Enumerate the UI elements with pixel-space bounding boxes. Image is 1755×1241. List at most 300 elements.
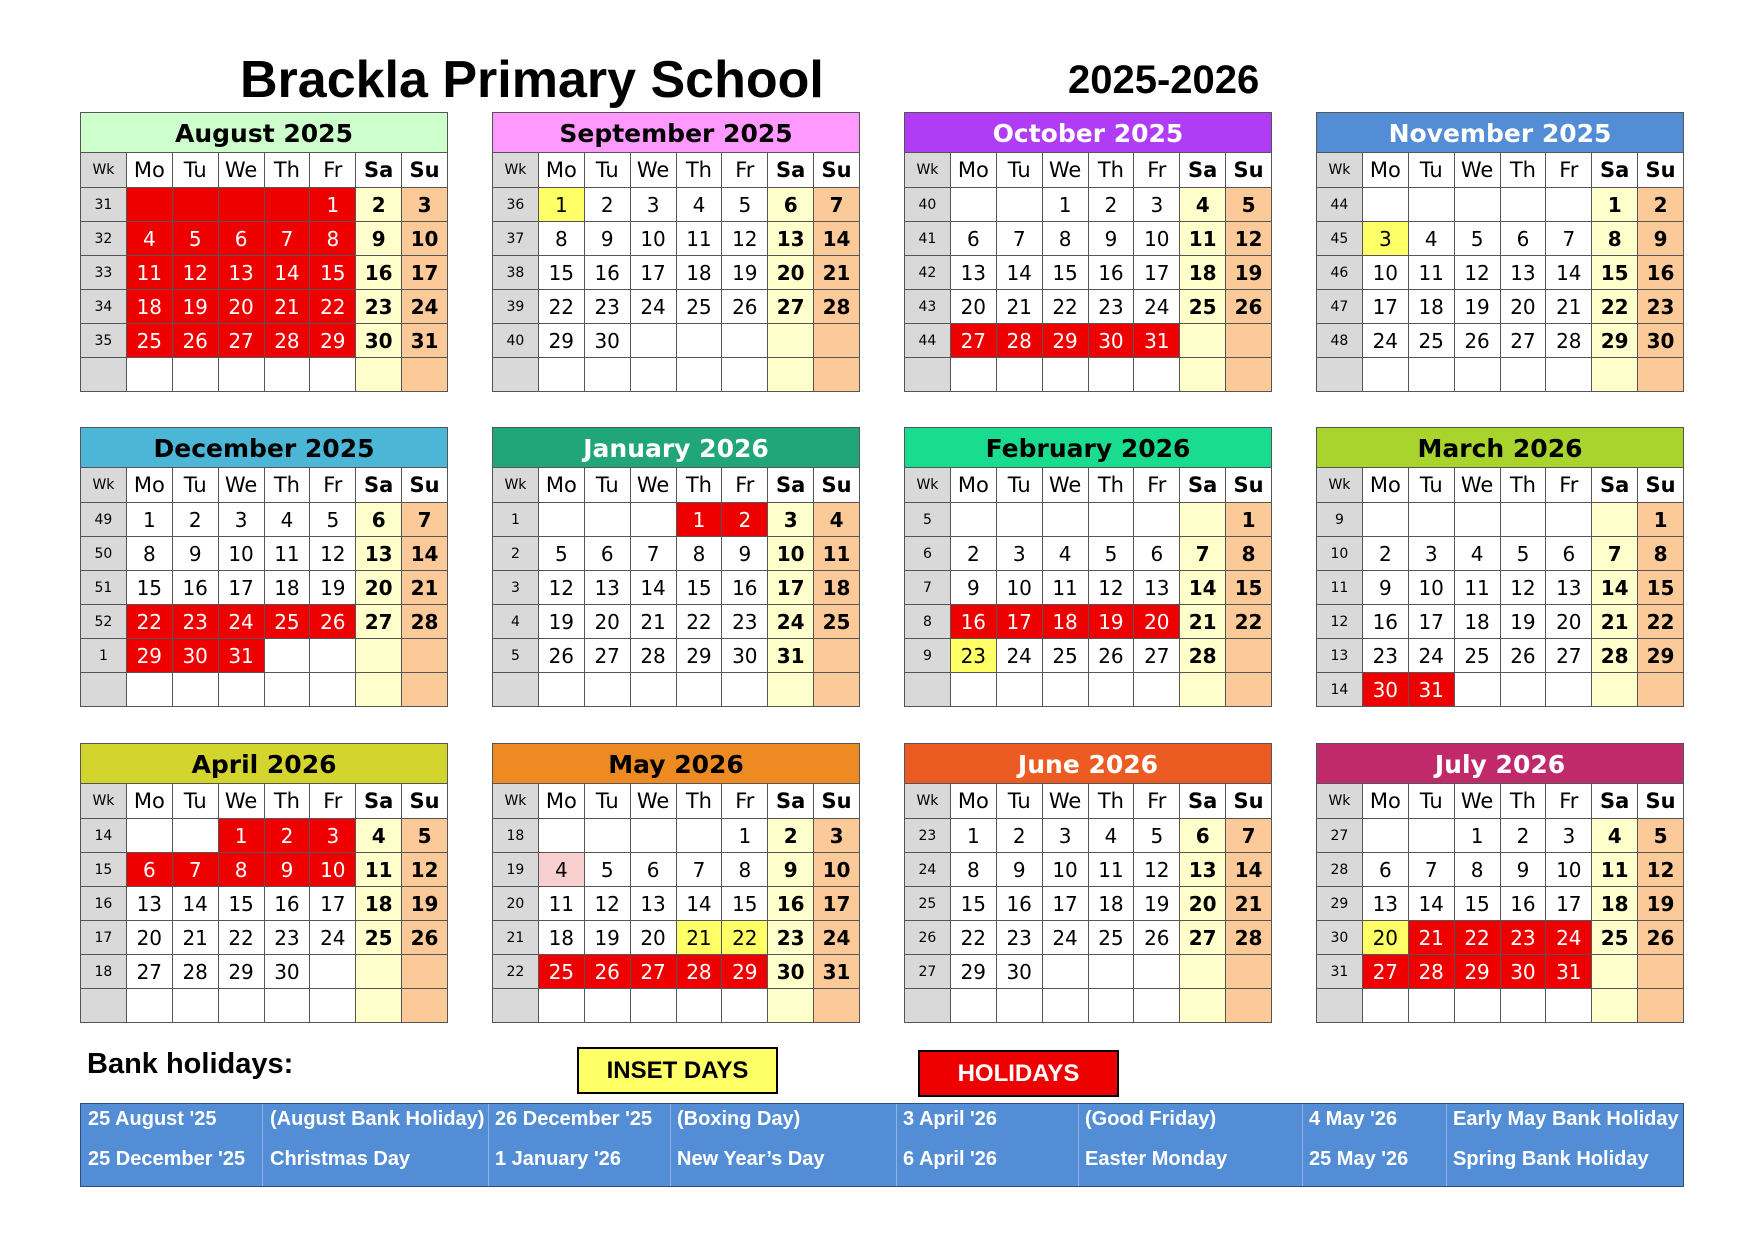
day-cell: 19 <box>1226 256 1272 290</box>
day-cell: 15 <box>950 887 996 921</box>
day-cell: 30 <box>1088 324 1134 358</box>
week-number: 39 <box>493 290 539 324</box>
week-row <box>905 853 1272 887</box>
month-table <box>904 467 1272 707</box>
day-cell: 30 <box>1500 955 1546 989</box>
day-cell: 21 <box>1226 887 1272 921</box>
month-title: August 2025 <box>80 112 448 152</box>
day-cell: 3 <box>1546 819 1592 853</box>
day-cell: 13 <box>218 256 264 290</box>
day-cell <box>1592 955 1638 989</box>
day-cell: 3 <box>1134 188 1180 222</box>
legend-inset-days: INSET DAYS <box>577 1047 778 1094</box>
day-cell: 30 <box>722 639 768 673</box>
day-cell <box>1042 673 1088 707</box>
week-number: 35 <box>81 324 127 358</box>
day-cell: 22 <box>722 921 768 955</box>
day-cell <box>1088 503 1134 537</box>
week-row <box>1317 222 1684 256</box>
day-cell: 4 <box>1180 188 1226 222</box>
week-row <box>493 853 860 887</box>
weekday-header: Fr <box>310 468 356 503</box>
weekday-header: We <box>218 784 264 819</box>
day-cell: 14 <box>402 537 448 571</box>
week-number: 24 <box>905 853 951 887</box>
day-cell <box>630 324 676 358</box>
day-cell: 15 <box>1592 256 1638 290</box>
weekday-header: We <box>1454 153 1500 188</box>
day-cell: 25 <box>1088 921 1134 955</box>
day-cell: 25 <box>1454 639 1500 673</box>
day-cell: 13 <box>584 571 630 605</box>
day-cell: 14 <box>1408 887 1454 921</box>
weekday-header: Fr <box>1546 468 1592 503</box>
day-cell: 27 <box>630 955 676 989</box>
weekday-header: Tu <box>1408 468 1454 503</box>
weekday-header: We <box>1042 784 1088 819</box>
day-cell <box>584 503 630 537</box>
day-cell: 17 <box>1362 290 1408 324</box>
day-cell: 15 <box>538 256 584 290</box>
weekday-header: Su <box>402 468 448 503</box>
month-calendar <box>904 743 1272 1023</box>
day-cell: 3 <box>402 188 448 222</box>
weekday-header: Fr <box>722 468 768 503</box>
week-number: 31 <box>81 188 127 222</box>
day-cell: 18 <box>1042 605 1088 639</box>
day-cell: 13 <box>126 887 172 921</box>
bank-holiday-name: Spring Bank Holiday <box>1453 1148 1649 1170</box>
day-cell: 20 <box>1500 290 1546 324</box>
week-number: 32 <box>81 222 127 256</box>
month-table <box>1316 152 1684 392</box>
month-table <box>1316 467 1684 707</box>
week-row <box>493 503 860 537</box>
week-row <box>81 290 448 324</box>
day-cell: 18 <box>1592 887 1638 921</box>
day-cell: 6 <box>1362 853 1408 887</box>
day-cell: 30 <box>768 955 814 989</box>
week-row <box>905 188 1272 222</box>
week-number <box>1317 358 1363 392</box>
day-cell: 3 <box>768 503 814 537</box>
day-cell <box>310 955 356 989</box>
month-calendar <box>80 427 448 707</box>
day-cell: 16 <box>172 571 218 605</box>
week-row <box>1317 537 1684 571</box>
weekday-header: Sa <box>1592 784 1638 819</box>
day-cell: 1 <box>1592 188 1638 222</box>
month-title: July 2026 <box>1316 743 1684 783</box>
day-cell <box>1546 673 1592 707</box>
day-cell <box>1500 989 1546 1023</box>
day-cell <box>996 503 1042 537</box>
month-calendar <box>904 112 1272 392</box>
month-title: March 2026 <box>1316 427 1684 467</box>
day-cell <box>1362 358 1408 392</box>
day-cell: 13 <box>768 222 814 256</box>
bank-holiday-name: (Boxing Day) <box>677 1108 801 1130</box>
day-cell <box>1226 324 1272 358</box>
week-number: 4 <box>493 605 539 639</box>
day-cell <box>1592 358 1638 392</box>
day-cell: 3 <box>1362 222 1408 256</box>
week-row <box>81 921 448 955</box>
day-cell: 6 <box>1546 537 1592 571</box>
bank-holiday-date: 3 April '26 <box>903 1108 998 1130</box>
day-cell: 17 <box>768 571 814 605</box>
day-cell <box>584 358 630 392</box>
day-cell: 15 <box>1638 571 1684 605</box>
week-number: 40 <box>493 324 539 358</box>
week-number: 31 <box>1317 955 1363 989</box>
day-cell: 20 <box>1134 605 1180 639</box>
day-cell: 5 <box>1638 819 1684 853</box>
day-cell: 15 <box>126 571 172 605</box>
day-cell: 11 <box>126 256 172 290</box>
week-number: 48 <box>1317 324 1363 358</box>
week-number: 8 <box>905 605 951 639</box>
week-row <box>905 673 1272 707</box>
day-cell: 27 <box>1362 955 1408 989</box>
day-cell: 8 <box>1042 222 1088 256</box>
day-cell: 22 <box>1638 605 1684 639</box>
day-cell: 26 <box>1226 290 1272 324</box>
day-cell <box>768 324 814 358</box>
day-cell: 13 <box>1180 853 1226 887</box>
bank-holiday-date: 25 August '25 <box>88 1108 217 1130</box>
day-cell: 13 <box>1546 571 1592 605</box>
day-cell <box>218 989 264 1023</box>
day-cell: 1 <box>676 503 722 537</box>
weekday-header: Fr <box>1546 153 1592 188</box>
week-row <box>1317 853 1684 887</box>
day-cell <box>950 673 996 707</box>
day-cell: 12 <box>1088 571 1134 605</box>
day-cell: 19 <box>1638 887 1684 921</box>
day-cell: 21 <box>1408 921 1454 955</box>
day-cell <box>630 503 676 537</box>
day-cell <box>356 358 402 392</box>
bank-holiday-date: 1 January '26 <box>495 1148 621 1170</box>
day-cell: 12 <box>310 537 356 571</box>
week-row <box>1317 639 1684 673</box>
week-number: 33 <box>81 256 127 290</box>
day-cell: 25 <box>264 605 310 639</box>
day-cell <box>1592 989 1638 1023</box>
week-number: 45 <box>1317 222 1363 256</box>
week-row <box>905 358 1272 392</box>
day-cell: 9 <box>264 853 310 887</box>
day-cell: 29 <box>1454 955 1500 989</box>
day-cell: 9 <box>722 537 768 571</box>
day-cell: 9 <box>1362 571 1408 605</box>
day-cell: 16 <box>768 887 814 921</box>
day-cell: 31 <box>1408 673 1454 707</box>
week-row <box>81 853 448 887</box>
weekday-header: Sa <box>768 153 814 188</box>
week-number: 37 <box>493 222 539 256</box>
day-cell: 10 <box>768 537 814 571</box>
day-cell: 15 <box>1226 571 1272 605</box>
day-cell <box>1408 819 1454 853</box>
weekday-header: Fr <box>310 784 356 819</box>
week-number: 42 <box>905 256 951 290</box>
day-cell: 24 <box>402 290 448 324</box>
weekday-header: Wk <box>493 153 539 188</box>
bank-holidays-title: Bank holidays: <box>87 1048 294 1080</box>
weekday-header: Th <box>264 153 310 188</box>
day-cell: 23 <box>172 605 218 639</box>
day-cell: 10 <box>218 537 264 571</box>
week-number <box>493 989 539 1023</box>
week-number: 10 <box>1317 537 1363 571</box>
week-row <box>493 537 860 571</box>
day-cell: 6 <box>218 222 264 256</box>
day-cell <box>126 819 172 853</box>
day-cell: 9 <box>1500 853 1546 887</box>
day-cell <box>310 673 356 707</box>
weekday-header: We <box>1042 468 1088 503</box>
day-cell: 23 <box>1362 639 1408 673</box>
week-row <box>1317 921 1684 955</box>
day-cell <box>1226 639 1272 673</box>
day-cell: 6 <box>584 537 630 571</box>
day-cell <box>172 358 218 392</box>
day-cell <box>1408 503 1454 537</box>
day-cell: 21 <box>172 921 218 955</box>
day-cell: 31 <box>1134 324 1180 358</box>
day-cell: 19 <box>1500 605 1546 639</box>
week-row <box>905 256 1272 290</box>
day-cell: 19 <box>722 256 768 290</box>
day-cell: 18 <box>814 571 860 605</box>
weekday-header: We <box>1454 468 1500 503</box>
day-cell: 14 <box>1226 853 1272 887</box>
day-cell: 9 <box>996 853 1042 887</box>
week-row <box>1317 673 1684 707</box>
week-number: 30 <box>1317 921 1363 955</box>
day-cell: 22 <box>1454 921 1500 955</box>
day-cell: 28 <box>1226 921 1272 955</box>
day-cell: 28 <box>1408 955 1454 989</box>
weekday-header: Wk <box>493 784 539 819</box>
day-cell: 14 <box>996 256 1042 290</box>
day-cell: 7 <box>996 222 1042 256</box>
day-cell: 16 <box>1088 256 1134 290</box>
weekday-header: Mo <box>126 468 172 503</box>
day-cell: 26 <box>1088 639 1134 673</box>
weekday-header: Tu <box>584 153 630 188</box>
day-cell <box>538 819 584 853</box>
day-cell <box>126 989 172 1023</box>
day-cell: 6 <box>1134 537 1180 571</box>
week-row <box>81 819 448 853</box>
week-number: 46 <box>1317 256 1363 290</box>
day-cell: 29 <box>1592 324 1638 358</box>
weekday-header: Su <box>814 153 860 188</box>
day-cell: 25 <box>356 921 402 955</box>
week-number: 41 <box>905 222 951 256</box>
day-cell <box>1042 955 1088 989</box>
day-cell <box>356 673 402 707</box>
day-cell: 27 <box>218 324 264 358</box>
day-cell: 19 <box>402 887 448 921</box>
day-cell: 8 <box>676 537 722 571</box>
day-cell: 22 <box>218 921 264 955</box>
weekday-header: Th <box>1500 153 1546 188</box>
day-cell <box>218 358 264 392</box>
month-title: December 2025 <box>80 427 448 467</box>
week-number: 12 <box>1317 605 1363 639</box>
day-cell: 19 <box>1134 887 1180 921</box>
day-cell: 23 <box>1500 921 1546 955</box>
day-cell: 26 <box>1500 639 1546 673</box>
weekday-header: Wk <box>493 468 539 503</box>
bank-holiday-name: Early May Bank Holiday <box>1453 1108 1679 1130</box>
day-cell: 2 <box>768 819 814 853</box>
week-number <box>905 989 951 1023</box>
weekday-header: Wk <box>81 784 127 819</box>
day-cell: 9 <box>950 571 996 605</box>
day-cell <box>768 358 814 392</box>
weekday-header: Th <box>1088 153 1134 188</box>
weekday-header: Fr <box>722 153 768 188</box>
day-cell <box>538 503 584 537</box>
week-row <box>493 605 860 639</box>
day-cell: 22 <box>676 605 722 639</box>
day-cell: 20 <box>1546 605 1592 639</box>
bank-holiday-date: 26 December '25 <box>495 1108 653 1130</box>
day-cell: 31 <box>768 639 814 673</box>
week-row <box>81 639 448 673</box>
day-cell: 11 <box>1042 571 1088 605</box>
weekday-header: Mo <box>950 153 996 188</box>
day-cell <box>722 989 768 1023</box>
week-row <box>1317 989 1684 1023</box>
month-title: June 2026 <box>904 743 1272 783</box>
day-cell <box>1088 673 1134 707</box>
day-cell: 8 <box>1226 537 1272 571</box>
day-cell: 5 <box>402 819 448 853</box>
day-cell: 3 <box>1042 819 1088 853</box>
week-number <box>81 989 127 1023</box>
week-row <box>493 256 860 290</box>
day-cell <box>264 188 310 222</box>
day-cell <box>676 324 722 358</box>
day-cell: 4 <box>126 222 172 256</box>
day-cell: 30 <box>356 324 402 358</box>
week-row <box>81 887 448 921</box>
day-cell: 7 <box>630 537 676 571</box>
day-cell: 5 <box>1226 188 1272 222</box>
day-cell: 19 <box>1454 290 1500 324</box>
day-cell <box>1592 503 1638 537</box>
day-cell: 22 <box>538 290 584 324</box>
day-cell <box>950 989 996 1023</box>
week-number: 34 <box>81 290 127 324</box>
weekday-header: Fr <box>310 153 356 188</box>
month-title: May 2026 <box>492 743 860 783</box>
column-divider <box>896 1104 897 1186</box>
week-row <box>493 989 860 1023</box>
day-cell: 17 <box>1042 887 1088 921</box>
bank-holiday-date: 6 April '26 <box>903 1148 998 1170</box>
weekday-header: Tu <box>1408 784 1454 819</box>
column-divider <box>262 1104 263 1186</box>
day-cell <box>172 188 218 222</box>
month-calendar <box>80 112 448 392</box>
day-cell: 1 <box>126 503 172 537</box>
day-cell <box>722 673 768 707</box>
week-row <box>1317 290 1684 324</box>
day-cell: 23 <box>996 921 1042 955</box>
week-number <box>493 673 539 707</box>
day-cell: 6 <box>768 188 814 222</box>
week-number: 3 <box>493 571 539 605</box>
day-cell: 8 <box>1454 853 1500 887</box>
week-number: 51 <box>81 571 127 605</box>
day-cell: 5 <box>310 503 356 537</box>
week-row <box>905 290 1272 324</box>
weekday-header: Sa <box>356 153 402 188</box>
day-cell: 17 <box>402 256 448 290</box>
day-cell: 24 <box>1408 639 1454 673</box>
day-cell: 6 <box>950 222 996 256</box>
day-cell: 12 <box>1454 256 1500 290</box>
day-cell: 2 <box>722 503 768 537</box>
day-cell: 22 <box>1592 290 1638 324</box>
day-cell: 7 <box>402 503 448 537</box>
weekday-header: We <box>218 468 264 503</box>
day-cell <box>126 358 172 392</box>
month-title: January 2026 <box>492 427 860 467</box>
day-cell: 12 <box>172 256 218 290</box>
day-cell <box>1180 673 1226 707</box>
month-calendar <box>492 743 860 1023</box>
day-cell: 8 <box>310 222 356 256</box>
day-cell: 28 <box>1180 639 1226 673</box>
day-cell: 24 <box>218 605 264 639</box>
day-cell: 10 <box>1134 222 1180 256</box>
weekday-header: Su <box>1226 784 1272 819</box>
day-cell <box>1180 503 1226 537</box>
month-table <box>492 467 860 707</box>
day-cell: 22 <box>1226 605 1272 639</box>
day-cell <box>584 673 630 707</box>
day-cell: 4 <box>676 188 722 222</box>
bank-holiday-name: Christmas Day <box>270 1148 411 1170</box>
day-cell: 24 <box>1042 921 1088 955</box>
day-cell <box>538 673 584 707</box>
day-cell: 31 <box>1546 955 1592 989</box>
day-cell: 6 <box>356 503 402 537</box>
weekday-header: Wk <box>1317 784 1363 819</box>
day-cell: 12 <box>1500 571 1546 605</box>
week-row <box>81 605 448 639</box>
day-cell: 8 <box>1592 222 1638 256</box>
weekday-header: Fr <box>1546 784 1592 819</box>
month-title: February 2026 <box>904 427 1272 467</box>
day-cell: 23 <box>356 290 402 324</box>
weekday-header: Su <box>1226 468 1272 503</box>
day-cell: 30 <box>1638 324 1684 358</box>
day-cell: 25 <box>814 605 860 639</box>
day-cell: 28 <box>1546 324 1592 358</box>
day-cell: 3 <box>218 503 264 537</box>
day-cell: 31 <box>402 324 448 358</box>
day-cell: 16 <box>950 605 996 639</box>
